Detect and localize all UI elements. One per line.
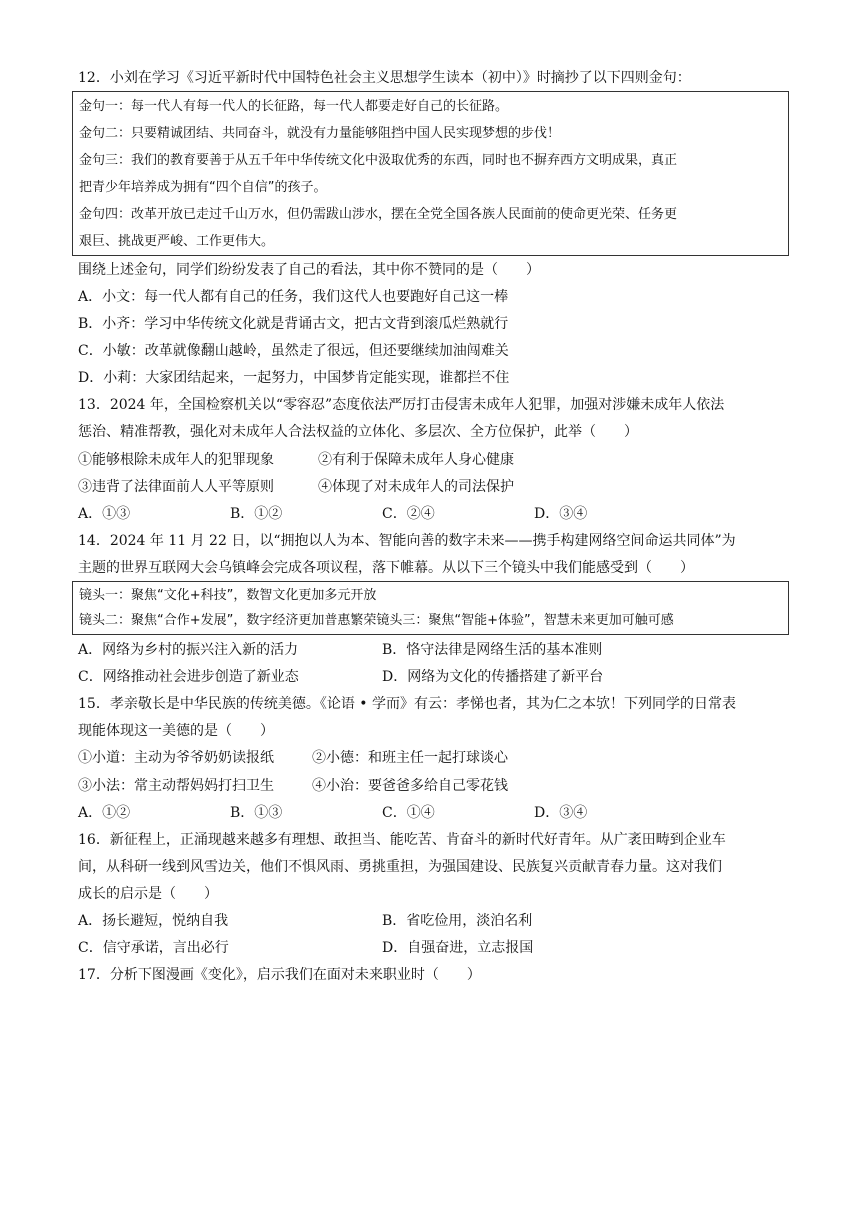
q13-item-4: ④体现了对未成年人的司法保护 <box>318 479 514 495</box>
q12-quote-3: 金句三：我们的教育要善于从五千年中华传统文化中汲取优秀的东西，同时也不摒弃西方文明成果，真正 <box>79 153 678 168</box>
q14-stem-line2: 主题的世界互联网大会乌镇峰会完成各项议程，落下帷幕。从以下三个镜头中我们能感受到（ ） <box>78 560 694 576</box>
q13-option-b: B．①② <box>230 506 283 522</box>
q15-option-c: C．①④ <box>382 805 435 821</box>
q12-option-c: C．小敏：改革就像翻山越岭，虽然走了很远，但还要继续加油闯难关 <box>78 343 509 359</box>
q15-item-1: ①小道：主动为爷爷奶奶读报纸 <box>78 750 274 766</box>
q12-quote-2: 金句二：只要精诚团结、共同奋斗，就没有力量能够阻挡中国人民实现梦想的步伐！ <box>79 126 561 141</box>
q13-option-c: C．②④ <box>382 506 435 522</box>
q15-item-3: ③小法：常主动帮妈妈打扫卫生 <box>78 778 274 794</box>
q16-option-d: D．自强奋进，立志报国 <box>382 940 534 956</box>
q14-option-b: B．恪守法律是网络生活的基本准则 <box>382 642 603 658</box>
q16-stem-line3: 成长的启示是（ ） <box>78 886 218 902</box>
q15-option-d: D．③④ <box>534 805 588 821</box>
q16-option-a: A．扬长避短，悦纳自我 <box>78 913 229 929</box>
q15-stem-line1: 15．孝亲敬长是中华民族的传统美德。《论语 • 学而》有云：孝悌也者，其为仁之本欤！下列同学的日常表 <box>78 696 736 712</box>
q16-stem-line1: 16．新征程上，正涌现越来越多有理想、敢担当、能吃苦、肯奋斗的新时代好青年。从广袤田畴到企业车 <box>78 832 726 848</box>
q15-option-b: B．①③ <box>230 805 283 821</box>
q12-stem: 12．小刘在学习《习近平新时代中国特色社会主义思想学生读本（初中）》时摘抄了以下四则金句： <box>78 70 691 86</box>
q13-item-3: ③违背了法律面前人人平等原则 <box>78 479 274 495</box>
q16-stem-line2: 间，从科研一线到风雪边关，他们不惧风雨、勇挑重担，为强国建设、民族复兴贡献青春力量。这对我们 <box>78 859 722 875</box>
q13-item-2: ②有利于保障未成年人身心健康 <box>318 452 514 468</box>
q13-stem-line2: 惩治、精准帮教，强化对未成年人合法权益的立体化、多层次、全方位保护，此举（ ） <box>78 424 638 440</box>
q15-item-4: ④小治：要爸爸多给自己零花钱 <box>312 778 508 794</box>
q13-stem-line1: 13．2024 年，全国检察机关以“零容忍”态度依法严厉打击侵害未成年人犯罪，加强对涉嫌未成年人依法 <box>78 397 725 413</box>
q13-option-d: D．③④ <box>534 506 588 522</box>
q16-option-b: B．省吃俭用，淡泊名利 <box>382 913 533 929</box>
q13-option-a: A．①③ <box>78 506 131 522</box>
q15-stem-line2: 现能体现这一美德的是（ ） <box>78 723 274 739</box>
q15-item-2: ②小德：和班主任一起打球谈心 <box>312 750 508 766</box>
q13-item-1: ①能够根除未成年人的犯罪现象 <box>78 452 274 468</box>
q14-stem-line1: 14．2024 年 11 月 22 日，以“拥抱以人为本、智能向善的数字未来——携手构建网络空间命运共同体”为 <box>78 533 736 549</box>
q12-quote-box <box>72 91 789 256</box>
q12-quote-4: 金句四：改革开放已走过千山万水，但仍需跋山涉水，摆在全党全国各族人民面前的使命更光荣、任务更 <box>79 207 678 222</box>
q12-option-b: B．小齐：学习中华传统文化就是背诵古文，把古文背到滚瓜烂熟就行 <box>78 316 509 332</box>
q12-option-a: A．小文：每一代人都有自己的任务，我们这代人也要跑好自己这一棒 <box>78 289 509 305</box>
q14-scene-box <box>72 581 789 635</box>
q12-quote-3-cont: 把青少年培养成为拥有“四个自信”的孩子。 <box>79 180 327 195</box>
q14-option-c: C．网络推动社会进步创造了新业态 <box>78 669 299 685</box>
q16-option-c: C．信守承诺，言出必行 <box>78 940 229 956</box>
q12-quote-1: 金句一：每一代人有每一代人的长征路，每一代人都要走好自己的长征路。 <box>79 99 509 114</box>
q12-option-d: D．小莉：大家团结起来，一起努力，中国梦肯定能实现，谁都拦不住 <box>78 370 510 386</box>
q14-option-a: A．网络为乡村的振兴注入新的活力 <box>78 642 299 658</box>
q14-scene-2-3: 镜头二：聚焦“合作+发展”，数字经济更加普惠繁荣镜头三：聚焦“智能+体验”，智慧未来更加可触可感 <box>79 613 674 628</box>
q14-option-d: D．网络为文化的传播搭建了新平台 <box>382 669 604 685</box>
q17-stem: 17．分析下图漫画《变化》，启示我们在面对未来职业时（ ） <box>78 967 481 983</box>
q12-quote-4-cont: 艰巨、挑战更严峻、工作更伟大。 <box>79 234 275 249</box>
q12-question: 围绕上述金句，同学们纷纷发表了自己的看法，其中你不赞同的是（ ） <box>78 262 540 278</box>
q14-scene-1: 镜头一：聚焦“文化+科技”，数智文化更加多元开放 <box>79 588 377 603</box>
q15-option-a: A．①② <box>78 805 131 821</box>
